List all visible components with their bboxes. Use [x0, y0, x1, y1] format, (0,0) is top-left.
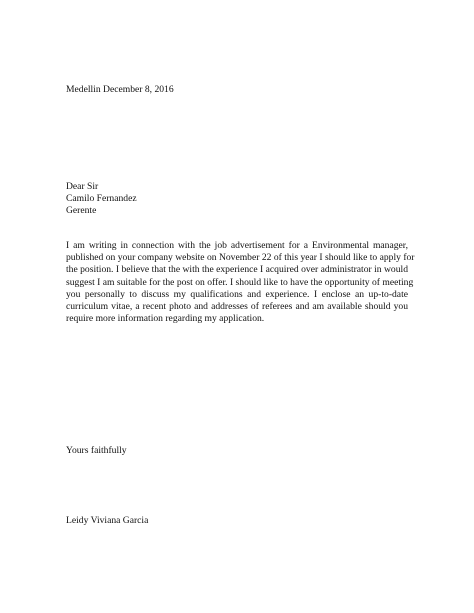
date-line: Medellin December 8, 2016: [66, 84, 174, 95]
salutation: Dear Sir: [66, 181, 99, 192]
body-line: I am writing in connection with the job advertisement for a Environmental manager,: [66, 240, 408, 251]
recipient-title: Gerente: [66, 205, 97, 216]
body-line: the position. I believe that the with the experience I acquired over administrator in would: [66, 264, 408, 276]
recipient-name: Camilo Fernandez: [66, 193, 137, 204]
body-line: require more information regarding my application.: [66, 313, 265, 325]
body-line: published on your company website on November 22 of this year I should like to apply for: [66, 252, 415, 264]
signature-name: Leidy Viviana Garcia: [66, 515, 149, 526]
closing-line: Yours faithfully: [66, 445, 127, 456]
body-line: you personally to discuss my qualifications and experience. I enclose an up-to-date: [66, 288, 408, 300]
body-line: curriculum vitae, a recent photo and addresses of referees and am available should you: [66, 301, 408, 313]
body-line: suggest I am suitable for the post on offer. I should like to have the opportunity of meeting: [66, 276, 414, 288]
letter-body: [66, 240, 415, 325]
